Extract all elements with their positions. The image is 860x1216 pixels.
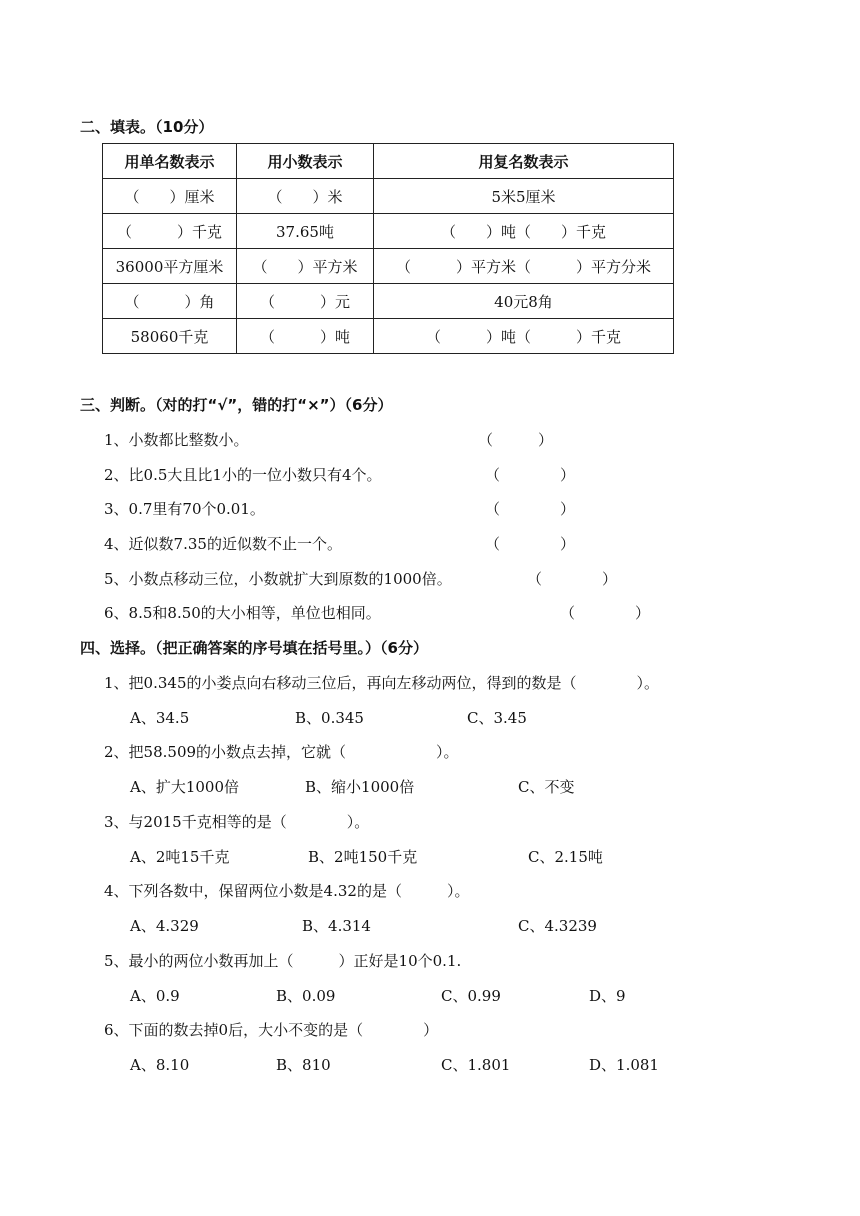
table-row <box>103 214 674 249</box>
option-c[interactable]: C、3.45 <box>467 709 527 727</box>
judge-answer-blank[interactable]: （ ） <box>485 466 576 484</box>
choice-question-6[interactable]: 6、下面的数去掉0后，大小不变的是（ ） <box>104 1021 439 1039</box>
section-4-title: 四、选择。（把正确答案的序号填在括号里。）（6分） <box>80 639 428 657</box>
option-a[interactable]: A、0.9 <box>130 987 180 1005</box>
option-b[interactable]: B、810 <box>276 1056 331 1074</box>
option-c[interactable]: C、不变 <box>518 778 575 796</box>
judge-answer-blank[interactable]: （ ） <box>560 604 651 622</box>
option-d[interactable]: D、1.081 <box>589 1056 659 1074</box>
table-cell: 5米5厘米 <box>374 179 674 214</box>
header-single-unit: 用单名数表示 <box>103 144 237 179</box>
judge-answer-blank[interactable]: （ ） <box>527 570 618 588</box>
choice-question-1[interactable]: 1、把0.345的小娄点向右移动三位后，再向左移动两位，得到的数是（ ）。 <box>104 674 659 692</box>
table-cell[interactable]: （ ）平方米 <box>237 249 374 284</box>
table-cell: 40元8角 <box>374 284 674 319</box>
option-b[interactable]: B、4.314 <box>302 917 371 935</box>
judge-item-4: 4、近似数7.35的近似数不止一个。 <box>104 535 342 553</box>
option-a[interactable]: A、4.329 <box>130 917 199 935</box>
option-c[interactable]: C、0.99 <box>441 987 501 1005</box>
table-header-row <box>103 144 674 179</box>
table-cell[interactable]: （ ）吨（ ）千克 <box>374 319 674 354</box>
header-compound-unit: 用复名数表示 <box>374 144 674 179</box>
table-cell: 58060千克 <box>103 319 237 354</box>
choice-question-5[interactable]: 5、最小的两位小数再加上（ ）正好是10个0.1. <box>104 952 462 970</box>
table-row <box>103 284 674 319</box>
choice-question-4[interactable]: 4、下列各数中，保留两位小数是4.32的是（ ）。 <box>104 882 470 900</box>
table-cell[interactable]: （ ）平方米（ ）平方分米 <box>374 249 674 284</box>
table-cell[interactable]: （ ）吨 <box>237 319 374 354</box>
judge-item-3: 3、0.7里有70个0.01。 <box>104 500 265 518</box>
option-b[interactable]: B、0.09 <box>276 987 336 1005</box>
table-cell: 37.65吨 <box>237 214 374 249</box>
table-cell[interactable]: （ ）厘米 <box>103 179 237 214</box>
judge-answer-blank[interactable]: （ ） <box>485 500 576 518</box>
choice-question-2[interactable]: 2、把58.509的小数点去掉，它就（ ）。 <box>104 743 459 761</box>
option-b[interactable]: B、2吨150千克 <box>308 848 418 866</box>
judge-answer-blank[interactable]: （ ） <box>478 431 554 449</box>
section-3-title: 三、判断。（对的打“√”，错的打“×”）（6分） <box>80 396 393 414</box>
table-cell[interactable]: （ ）元 <box>237 284 374 319</box>
table-row <box>103 249 674 284</box>
option-b[interactable]: B、0.345 <box>295 709 364 727</box>
table-cell[interactable]: （ ）吨（ ）千克 <box>374 214 674 249</box>
option-a[interactable]: A、2吨15千克 <box>130 848 230 866</box>
judge-item-2: 2、比0.5大且比1小的一位小数只有4个。 <box>104 466 382 484</box>
option-a[interactable]: A、34.5 <box>130 709 190 727</box>
table-cell[interactable]: （ ）角 <box>103 284 237 319</box>
table-cell[interactable]: （ ）千克 <box>103 214 237 249</box>
judge-answer-blank[interactable]: （ ） <box>485 535 576 553</box>
table-cell: 36000平方厘米 <box>103 249 237 284</box>
table-row <box>103 319 674 354</box>
header-decimal: 用小数表示 <box>237 144 374 179</box>
choice-question-3[interactable]: 3、与2015千克相等的是（ ）。 <box>104 813 370 831</box>
section-2-title: 二、填表。（10分） <box>80 118 214 136</box>
option-d[interactable]: D、9 <box>589 987 626 1005</box>
judge-item-1: 1、小数都比整数小。 <box>104 431 249 449</box>
fill-table <box>102 143 674 354</box>
table-cell[interactable]: （ ）米 <box>237 179 374 214</box>
judge-item-5: 5、小数点移动三位，小数就扩大到原数的1000倍。 <box>104 570 452 588</box>
table-row <box>103 179 674 214</box>
option-a[interactable]: A、8.10 <box>130 1056 190 1074</box>
option-a[interactable]: A、扩大1000倍 <box>130 778 240 796</box>
option-c[interactable]: C、4.3239 <box>518 917 597 935</box>
option-c[interactable]: C、2.15吨 <box>528 848 603 866</box>
option-b[interactable]: B、缩小1000倍 <box>305 778 415 796</box>
option-c[interactable]: C、1.801 <box>441 1056 511 1074</box>
judge-item-6: 6、8.5和8.50的大小相等，单位也相同。 <box>104 604 381 622</box>
